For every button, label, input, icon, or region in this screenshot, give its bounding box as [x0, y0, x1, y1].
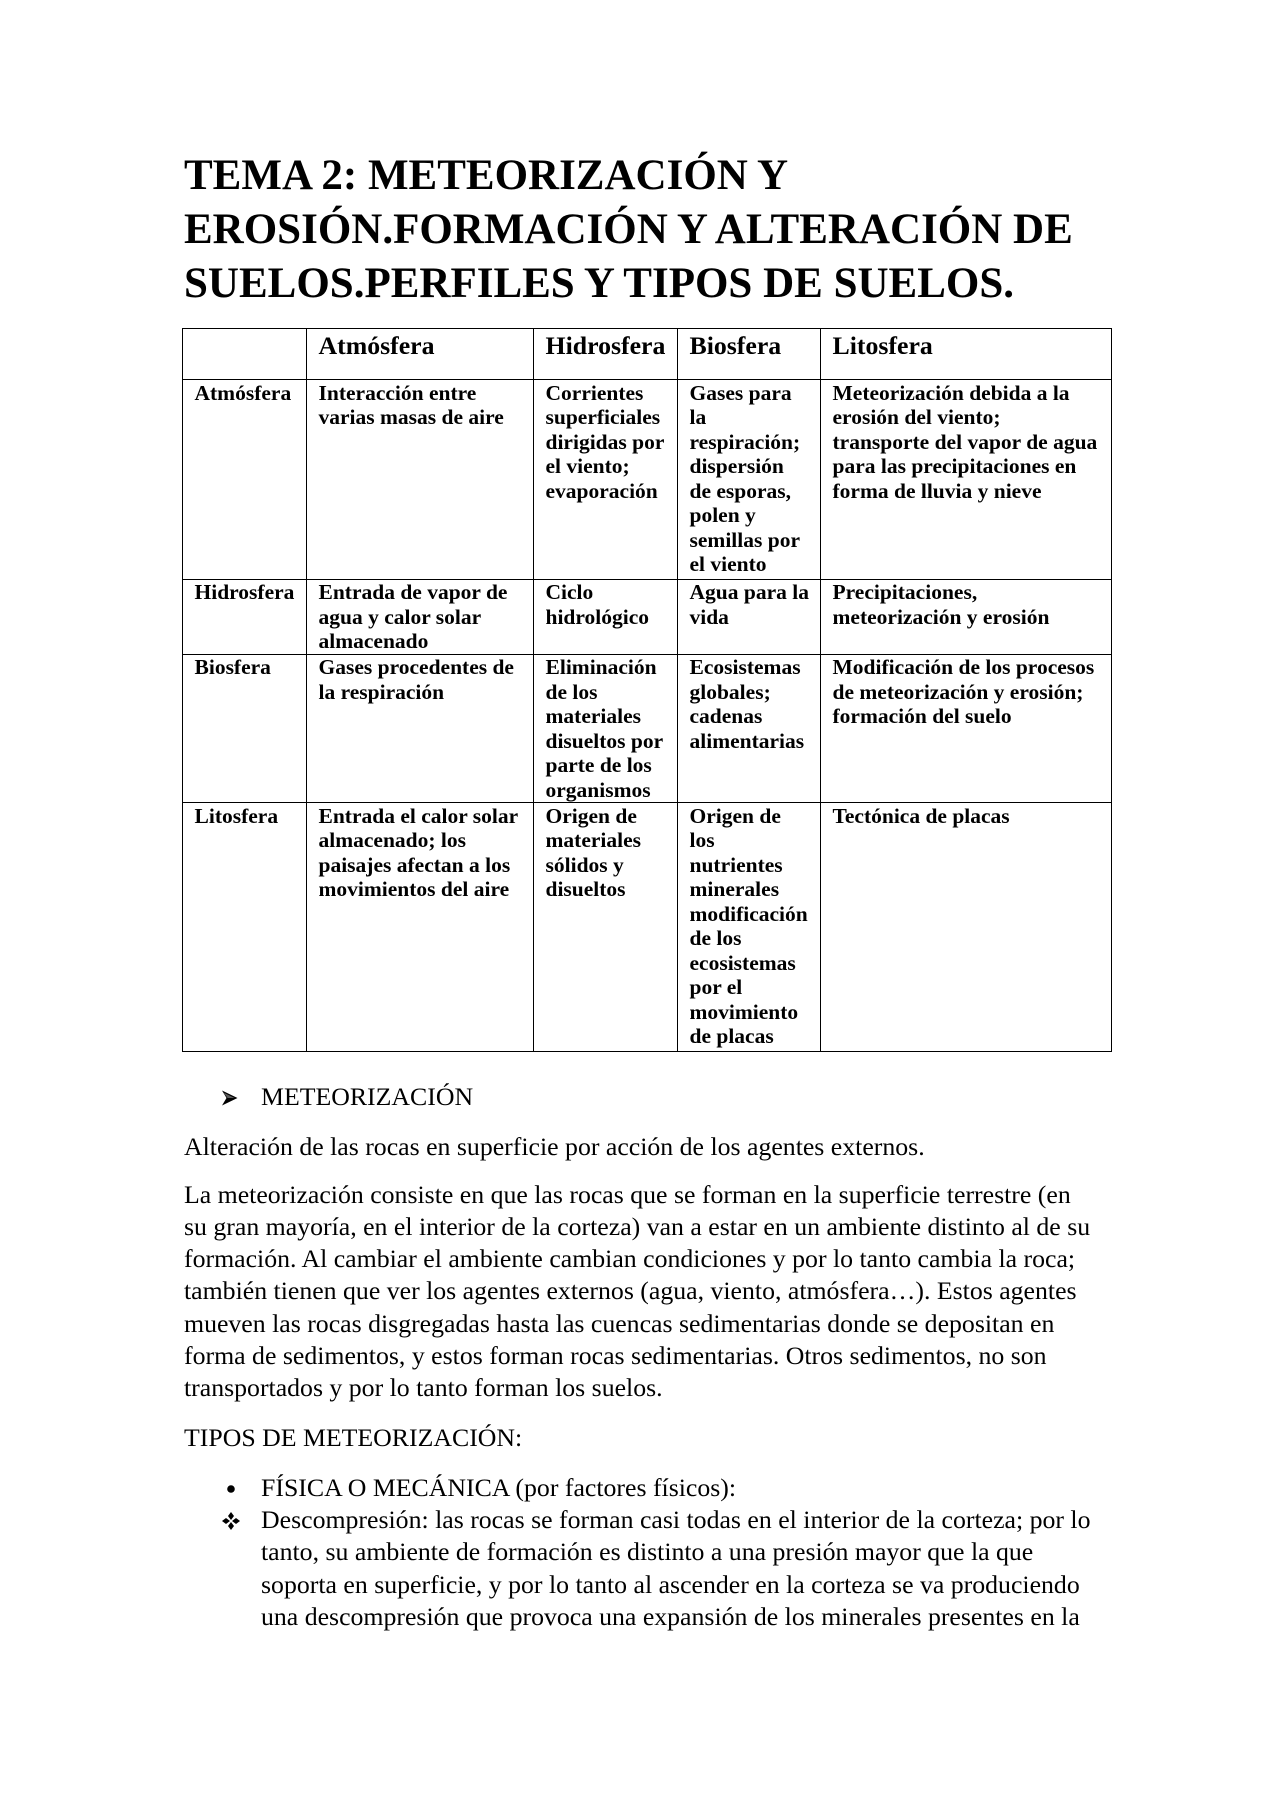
list-subitem: Descompresión: las rocas se forman casi todas en el interior de la corteza; por lo tanto, su ambiente de formación es distinto a una presión mayor que la que soporta en superficie, y por lo tanto al ascender en la corteza se va produciendo una descompresión que provoca una expansión de los minerales presentes en la — [261, 1505, 1091, 1631]
table-row — [183, 654, 1112, 803]
cell-biosfera-litosfera: Modificación de los procesos de meteorización y erosión; formación del suelo — [821, 654, 1112, 803]
cell-biosfera-biosfera: Ecosistemas globales; cadenas alimentarias — [678, 654, 821, 803]
column-header-biosfera: Biosfera — [678, 329, 821, 380]
bullet-dot-icon — [227, 1485, 235, 1493]
row-label-atmosfera: Atmósfera — [183, 380, 307, 580]
cell-hidrosfera-atmosfera: Entrada de vapor de agua y calor solar almacenado — [307, 579, 534, 654]
table-row — [183, 579, 1112, 654]
column-header-hidrosfera: Hidrosfera — [534, 329, 678, 380]
body-paragraph: La meteorización consiste en que las rocas que se forman en la superficie terrestre (en su gran mayoría, en el interior de la corteza) van a estar en un ambiente distinto al de su formación. Al cambiar el ambiente cambian condiciones y por lo tanto cambia la roca; también tienen que ver los agentes externos (agua, viento, atmósfera…). Estos agentes mueven las rocas disgregadas hasta las cuencas sedimentarias donde se depositan en forma de sedimentos, y estos forman rocas sedimentarias. Otros sedimentos, no son transportados y por lo tanto forman los suelos. — [184, 1179, 1091, 1403]
section-heading: METEORIZACIÓN — [261, 1082, 474, 1111]
definition-paragraph: Alteración de las rocas en superficie por acción de los agentes externos. — [184, 1132, 925, 1161]
cell-atmosfera-litosfera: Meteorización debida a la erosión del viento; transporte del vapor de agua para las precipitaciones en forma de lluvia y nieve — [821, 380, 1112, 580]
table-header-row — [183, 329, 1112, 380]
cell-hidrosfera-hidrosfera: Ciclo hidrológico — [534, 579, 678, 654]
cell-hidrosfera-litosfera: Precipitaciones, meteorización y erosión — [821, 579, 1112, 654]
cell-litosfera-hidrosfera: Origen de materiales sólidos y disueltos — [534, 803, 678, 1052]
cell-litosfera-atmosfera: Entrada el calor solar almacenado; los paisajes afectan a los movimientos del aire — [307, 803, 534, 1052]
row-label-biosfera: Biosfera — [183, 654, 307, 803]
table-row — [183, 803, 1112, 1052]
column-header-litosfera: Litosfera — [821, 329, 1112, 380]
table-corner-cell — [183, 329, 307, 380]
row-label-hidrosfera: Hidrosfera — [183, 579, 307, 654]
cell-litosfera-litosfera: Tectónica de placas — [821, 803, 1112, 1052]
types-heading: TIPOS DE METEORIZACIÓN: — [184, 1422, 523, 1452]
spheres-interaction-table — [182, 328, 1112, 1052]
arrowhead-bullet-icon — [222, 1090, 238, 1106]
cell-biosfera-hidrosfera: Eliminación de los materiales disueltos por parte de los organismos — [534, 654, 678, 803]
row-label-litosfera: Litosfera — [183, 803, 307, 1052]
cell-litosfera-biosfera: Origen de los nutrientes minerales modificación de los ecosistemas por el movimiento de placas — [678, 803, 821, 1052]
cell-atmosfera-atmosfera: Interacción entre varias masas de aire — [307, 380, 534, 580]
page-title: TEMA 2: METEORIZACIÓN Y EROSIÓN.FORMACIÓN Y ALTERACIÓN DE SUELOS.PERFILES Y TIPOS DE SUELOS. — [184, 152, 1073, 307]
list-item: FÍSICA O MECÁNICA (por factores físicos): — [261, 1473, 737, 1502]
four-diamond-bullet-icon — [222, 1512, 240, 1530]
table-row — [183, 380, 1112, 580]
cell-atmosfera-biosfera: Gases para la respiración; dispersión de esporas, polen y semillas por el viento — [678, 380, 821, 580]
cell-atmosfera-hidrosfera: Corrientes superficiales dirigidas por el viento; evaporación — [534, 380, 678, 580]
cell-hidrosfera-biosfera: Agua para la vida — [678, 579, 821, 654]
column-header-atmosfera: Atmósfera — [307, 329, 534, 380]
cell-biosfera-atmosfera: Gases procedentes de la respiración — [307, 654, 534, 803]
